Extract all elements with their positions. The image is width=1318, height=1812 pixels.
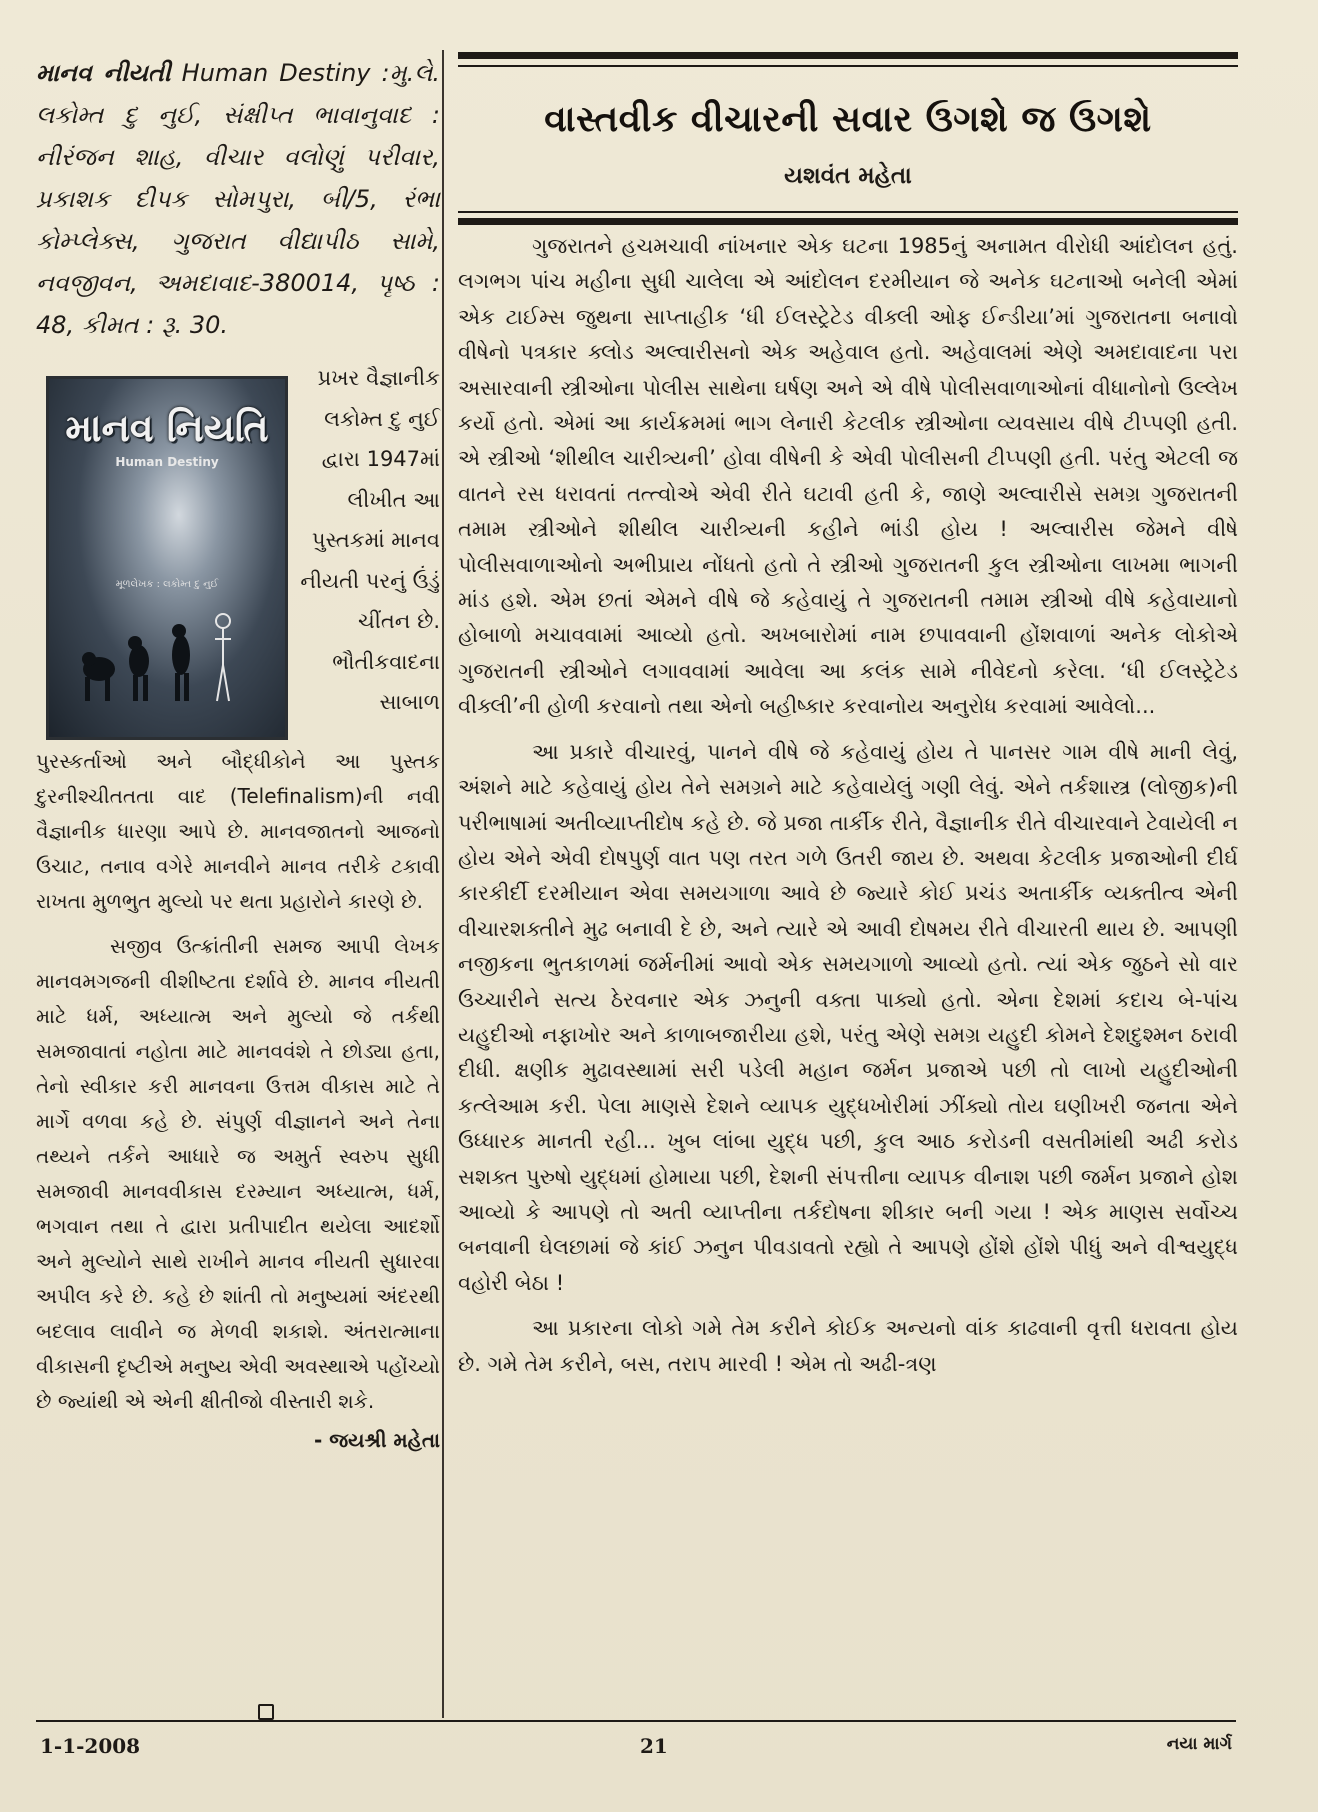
cover-authors: મૂળલેખક : લકોમ્ત દુ નુઈ [115,579,219,590]
magazine-name: નયા માર્ગ [1166,1734,1232,1754]
title-rule-bottom [458,211,1238,225]
article-title: વાસ્તવીક વીચારની સવાર ઉગશે જ ઉગશે [544,99,1152,140]
review-paragraph: પુરસ્કર્તાઓ અને બૌદ્ધીકોને આ પુસ્તક દુરનીશ્ચીતતતા વાદ (Telefinalism)ની નવી વૈજ્ઞાનીક ધારણા આપે છે. માનવજાતનો આજનો ઉચાટ, તનાવ વગેરે માનવીને માનવ તરીકે ટકાવી રાખતા મુળભુત મુલ્યો પર થતા પ્રહારોને કારણે છે. [36,749,440,913]
review-signature: - જયશ્રી મહેતા [313,1428,440,1452]
article-column [458,52,1238,1382]
article-paragraph: આ પ્રકારે વીચારવું, પાનને વીષે જે કહેવાયું હોય તે પાનસર ગામ વીષે માની લેવું, અંશને માટે કહેવાયું હોય તેને સમગ્રને માટે કહેવાયેલું ગણી લેવું. એને તર્કશાસ્ત્ર (લોજીક)ની પરીભાષામાં અતીવ્યાપ્તીદોષ કહે છે. જે પ્રજા તાર્કીક રીતે, વૈજ્ઞાનીક રીતે વીચારવાને ટેવાયેલી ન હોય એને એવી દોષપુર્ણ વાત પણ તરત ગળે ઉતરી જાય છે. અથવા કેટલીક પ્રજાઓની દીર્ઘ કારકીર્દી દરમીયાન એવા સમયગાળા આવે છે જ્યારે કોઈ પ્રચંડ અતાર્કીક વ્યક્તીત્વ એની વીચારશક્તીને મુઢ બનાવી દે છે, અને ત્યારે એ આવી દોષમય રીતે વીચારતી થાય છે. આપણી નજીકના ભુતકાળમાં જર્મનીમાં આવો એક સમયગાળો આવ્યો હતો. ત્યાં એક જુઠને સો વાર ઉચ્ચારીને સત્ય ઠેરવનાર એક ઝનુની વક્તા પાક્યો હતો. એના દેશમાં કદાચ બે-પાંચ યહુદીઓ નફાખોર અને કાળાબજારીયા હશે, પરંતુ એણે સમગ્ર યહુદી કોમને દેશદુશ્મન ઠરાવી દીધી. ક્ષણીક મુઢાવસ્થામાં સરી પડેલી મહાન જર્મન પ્રજાએ પછી તો લાખો યહુદીઓની કત્લેઆમ કરી. પેલા માણસે દેશને વ્યાપક યુદ્ધખોરીમાં ઝીંક્યો તોય ઘણીખરી જનતા એને ઉધ્ધારક માનતી રહી... ખુબ લાંબા યુદ્ધ પછી, કુલ આઠ કરોડની વસતીમાંથી અઢી કરોડ સશક્ત પુરુષો યુદ્ધમાં હોમાયા પછી, દેશની સંપત્તીના વ્યાપક વીનાશ પછી જર્મન પ્રજાને હોશ આવ્યો કે આપણે તો અતી વ્યાપ્તીના તર્કદોષના શીકાર બની ગયા ! એક માણસ સર્વોચ્ચ બનવાની ઘેલછામાં જે કાંઈ ઝનુન પીવડાવતો રહ્યો તે આપણે હોંશે હોંશે પીધું અને વીશ્વયુદ્ધ વહોરી બેઠા ! [458,739,1238,1295]
article-paragraph: ગુજરાતને હચમચાવી નાંખનાર એક ઘટના 1985નું અનામત વીરોધી આંદોલન હતું. લગભગ પાંચ મહીના સુધી ચાલેલા એ આંદોલન દરમીયાન જે અનેક ઘટનાઓ બનેલી એમાં એક ટાઈમ્સ જુથના સાપ્તાહીક ‘ધી ઈલસ્ટ્રેટેડ વીક્લી ઓફ ઈન્ડીયા’માં ગુજરાતના બનાવો વીષેનો પત્રકાર ક્લોડ અલ્વારીસનો એક અહેવાલ હતો. અહેવાલમાં એણે અમદાવાદના પરા અસારવાની સ્ત્રીઓના પોલીસ સાથેના ઘર્ષણ અને એ વીષે પોલીસવાળાઓનાં વીધાનોનો ઉલ્લેખ કર્યો હતો. એમાં આ કાર્યક્રમમાં ભાગ લેનારી કેટલીક સ્ત્રીઓના વ્યવસાય વીષે ટીપ્પણી હતી. એ સ્ત્રીઓ ‘શીથીલ ચારીત્ર્યની’ હોવા વીષેની કે એવી પોલીસની ટીપ્પણી હતી. પરંતુ એટલી જ વાતને રસ ધરાવતાં તત્ત્વોએ એવી રીતે ઘટાવી હતી કે, જાણે અલ્વારીસે સમગ્ર ગુજરાતની તમામ સ્ત્રીઓને શીથીલ ચારીત્ર્યની કહીને ભાંડી હોય ! અલ્વારીસ જેમને વીષે પોલીસવાળાઓનો અભીપ્રાય નોંધતો હતો તે સ્ત્રીઓ ગુજરાતની કુલ સ્ત્રીઓના લાખમા ભાગની માંડ હશે. એમ છતાં એમને વીષે જે કહેવાયું તે ગુજરાતની તમામ સ્ત્રીઓ વીષે કહેવાયાનો હોબાળો મચાવવામાં આવ્યો હતો. અખબારોમાં નામ છપાવવાની હોંશવાળાં અનેક લોકોએ ગુજરાતની સ્ત્રીઓને લગાવવામાં આવેલા આ કલંક સામે નીવેદનો કરેલા. ‘ધી ઈલસ્ટ્રેટેડ વીક્લી’ની હોળી કરવાનો તથા એનો બહીષ્કાર કરવાનોય અનુરોધ કરવામાં આવેલો... [458,234,1238,719]
footer-rule [36,1720,1236,1722]
title-rule-top [458,52,1238,67]
evolution-silhouette-icon [77,607,267,703]
cover-subtitle: Human Destiny [115,455,219,469]
page-number: 21 [640,1734,668,1758]
end-mark-icon [258,1704,274,1720]
footer-date: 1-1-2008 [40,1734,141,1758]
review-intro-text: પ્રખર વૈજ્ઞાનીક લકોમ્ત દુ નુઈ દ્વારા 1947માં લીખીત આ પુસ્તકમાં માનવ નીયતી પરનું ઉંડું ચીંતન છે. ભૌતીકવાદના સાબાળ [300,366,440,714]
book-review-column [36,52,440,1457]
review-book-details [36,52,440,346]
book-cover-block [36,358,440,744]
cover-title: માનવ નિયતિ [65,405,269,450]
book-cover-image [46,376,288,740]
article-paragraph: આ પ્રકારના લોકો ગમે તેમ કરીને કોઈક અન્યનો વાંક કાઢવાની વૃત્તી ધરાવતા હોય છે. ગમે તેમ કરીને, બસ, તરાપ મારવી ! એમ તો અઢી-ત્રણ [458,1316,1238,1376]
review-book-title: માનવ નીયતી [36,59,171,87]
column-divider [442,50,444,1718]
review-publication-info: Human Destiny :મુ.લે. લકોમ્ત દુ નુઈ, સંક્ષીપ્ત ભાવાનુવાદ : નીરંજન શાહ, વીચાર વલોણું પરીવાર, પ્રકાશક દીપક સોમપુરા, બી/5, રંભા કોમ્પ્લેક્સ, ગુજરાત વીદ્યાપીઠ સામે, નવજીવન, અમદાવાદ-380014, પૃષ્ઠ : 48, કીમત : રૂ. 30. [36,59,440,339]
review-paragraph: સજીવ ઉત્ક્રાંતીની સમજ આપી લેખક માનવમગજની વીશીષ્ટતા દર્શાવે છે. માનવ નીયતી માટે ધર્મ, અધ્યાત્મ અને મુલ્યો જે તર્કથી સમજાવાતાં નહોતા માટે માનવવંશે તે છોડ્યા હતા, તેનો સ્વીકાર કરી માનવના ઉત્તમ વીકાસ માટે તે માર્ગે વળવા કહે છે. સંપુર્ણ વીજ્ઞાનને અને તેના તથ્યને તર્કને આધારે જ અમુર્ત સ્વરુપ સુધી સમજાવી માનવવીકાસ દરમ્યાન અધ્યાત્મ, ધર્મ, ભગવાન તથા તે દ્વારા પ્રતીપાદીત થયેલા આદર્શો અને મુલ્યોને સાથે રાખીને માનવ નીયતી સુધારવા અપીલ કરે છે. કહે છે શાંતી તો મનુષ્યમાં અંદરથી બદલાવ લાવીને જ મેળવી શકાશે. અંતરાત્માના વીકાસની દૃષ્ટીએ મનુષ્ય એવી અવસ્થાએ પહોંચ્યો છે જ્યાંથી એ એની ક્ષીતીજો વીસ્તારી શકે. [36,934,440,1413]
article-author: યશવંત મહેતા [784,163,912,189]
